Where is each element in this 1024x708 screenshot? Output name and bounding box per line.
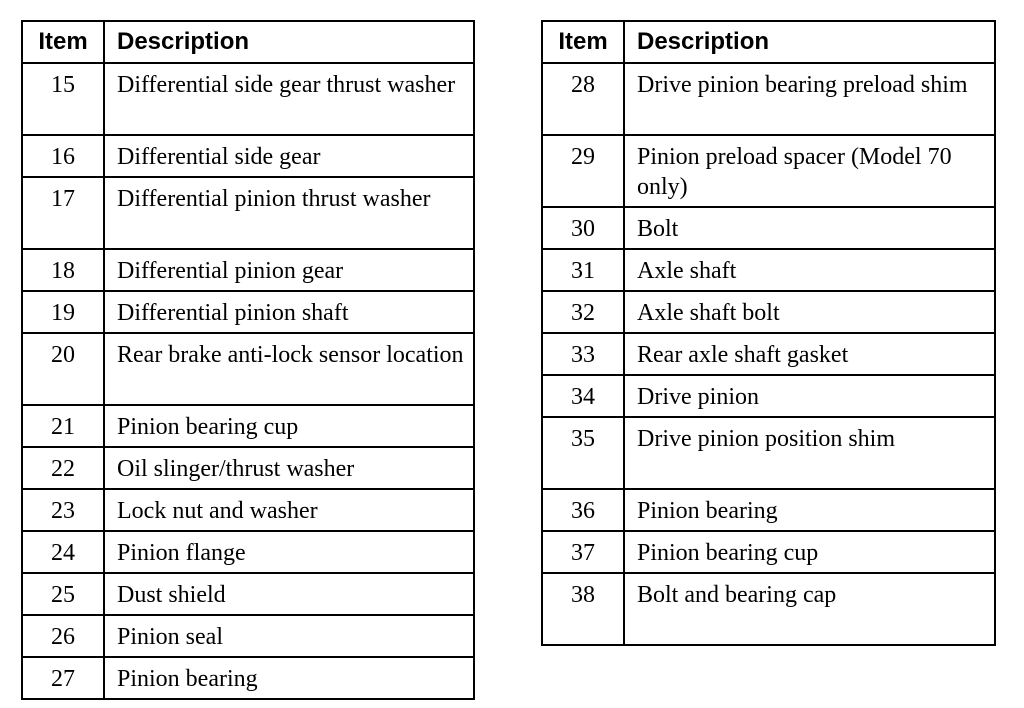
item-number: 35 [542,417,624,489]
item-description: Oil slinger/thrust washer [104,447,474,489]
parts-table-left [21,20,475,700]
item-number: 28 [542,63,624,135]
item-number: 15 [22,63,104,135]
table-row [22,531,474,573]
item-number: 22 [22,447,104,489]
table-row [542,63,995,135]
description-column-header: Description [104,21,474,63]
item-number: 34 [542,375,624,417]
item-description: Drive pinion bearing preload shim [624,63,995,135]
table-row [22,135,474,177]
item-number: 32 [542,291,624,333]
table-row [22,489,474,531]
table-row [22,291,474,333]
item-number: 23 [22,489,104,531]
table-row [542,417,995,489]
item-description: Dust shield [104,573,474,615]
table-row [542,573,995,645]
item-number: 37 [542,531,624,573]
item-description: Pinion bearing cup [104,405,474,447]
item-number: 31 [542,249,624,291]
parts-table-right [541,20,996,646]
item-column-header: Item [22,21,104,63]
item-description: Pinion seal [104,615,474,657]
item-number: 16 [22,135,104,177]
item-description: Rear brake anti-lock sensor location [104,333,474,405]
item-number: 18 [22,249,104,291]
item-column-header: Item [542,21,624,63]
item-number: 33 [542,333,624,375]
item-number: 19 [22,291,104,333]
description-column-header: Description [624,21,995,63]
item-number: 17 [22,177,104,249]
item-description: Differential side gear [104,135,474,177]
item-description: Drive pinion [624,375,995,417]
item-description: Differential pinion shaft [104,291,474,333]
item-number: 27 [22,657,104,699]
item-description: Pinion bearing [624,489,995,531]
item-number: 20 [22,333,104,405]
item-number: 26 [22,615,104,657]
table-row [22,333,474,405]
item-description: Differential side gear thrust washer [104,63,474,135]
item-description: Bolt [624,207,995,249]
table-row [542,375,995,417]
item-description: Pinion preload spacer (Model 70 only) [624,135,995,207]
item-number: 21 [22,405,104,447]
table-row [22,657,474,699]
item-number: 38 [542,573,624,645]
item-description: Pinion bearing cup [624,531,995,573]
table-row [542,291,995,333]
item-description: Differential pinion gear [104,249,474,291]
item-description: Drive pinion position shim [624,417,995,489]
item-number: 29 [542,135,624,207]
item-number: 30 [542,207,624,249]
item-description: Axle shaft [624,249,995,291]
table-row [22,63,474,135]
item-description: Bolt and bearing cap [624,573,995,645]
table-row [22,249,474,291]
item-description: Pinion flange [104,531,474,573]
table-row [22,573,474,615]
table-row [22,405,474,447]
table-row [542,135,995,207]
table-row [22,447,474,489]
table-row [542,207,995,249]
item-number: 24 [22,531,104,573]
table-row [542,249,995,291]
item-description: Pinion bearing [104,657,474,699]
item-description: Lock nut and washer [104,489,474,531]
table-row [542,333,995,375]
header-row [542,21,995,63]
table-row [22,177,474,249]
item-description: Differential pinion thrust washer [104,177,474,249]
item-number: 36 [542,489,624,531]
table-row [22,615,474,657]
item-description: Axle shaft bolt [624,291,995,333]
item-description: Rear axle shaft gasket [624,333,995,375]
item-number: 25 [22,573,104,615]
table-row [542,489,995,531]
header-row [22,21,474,63]
table-row [542,531,995,573]
